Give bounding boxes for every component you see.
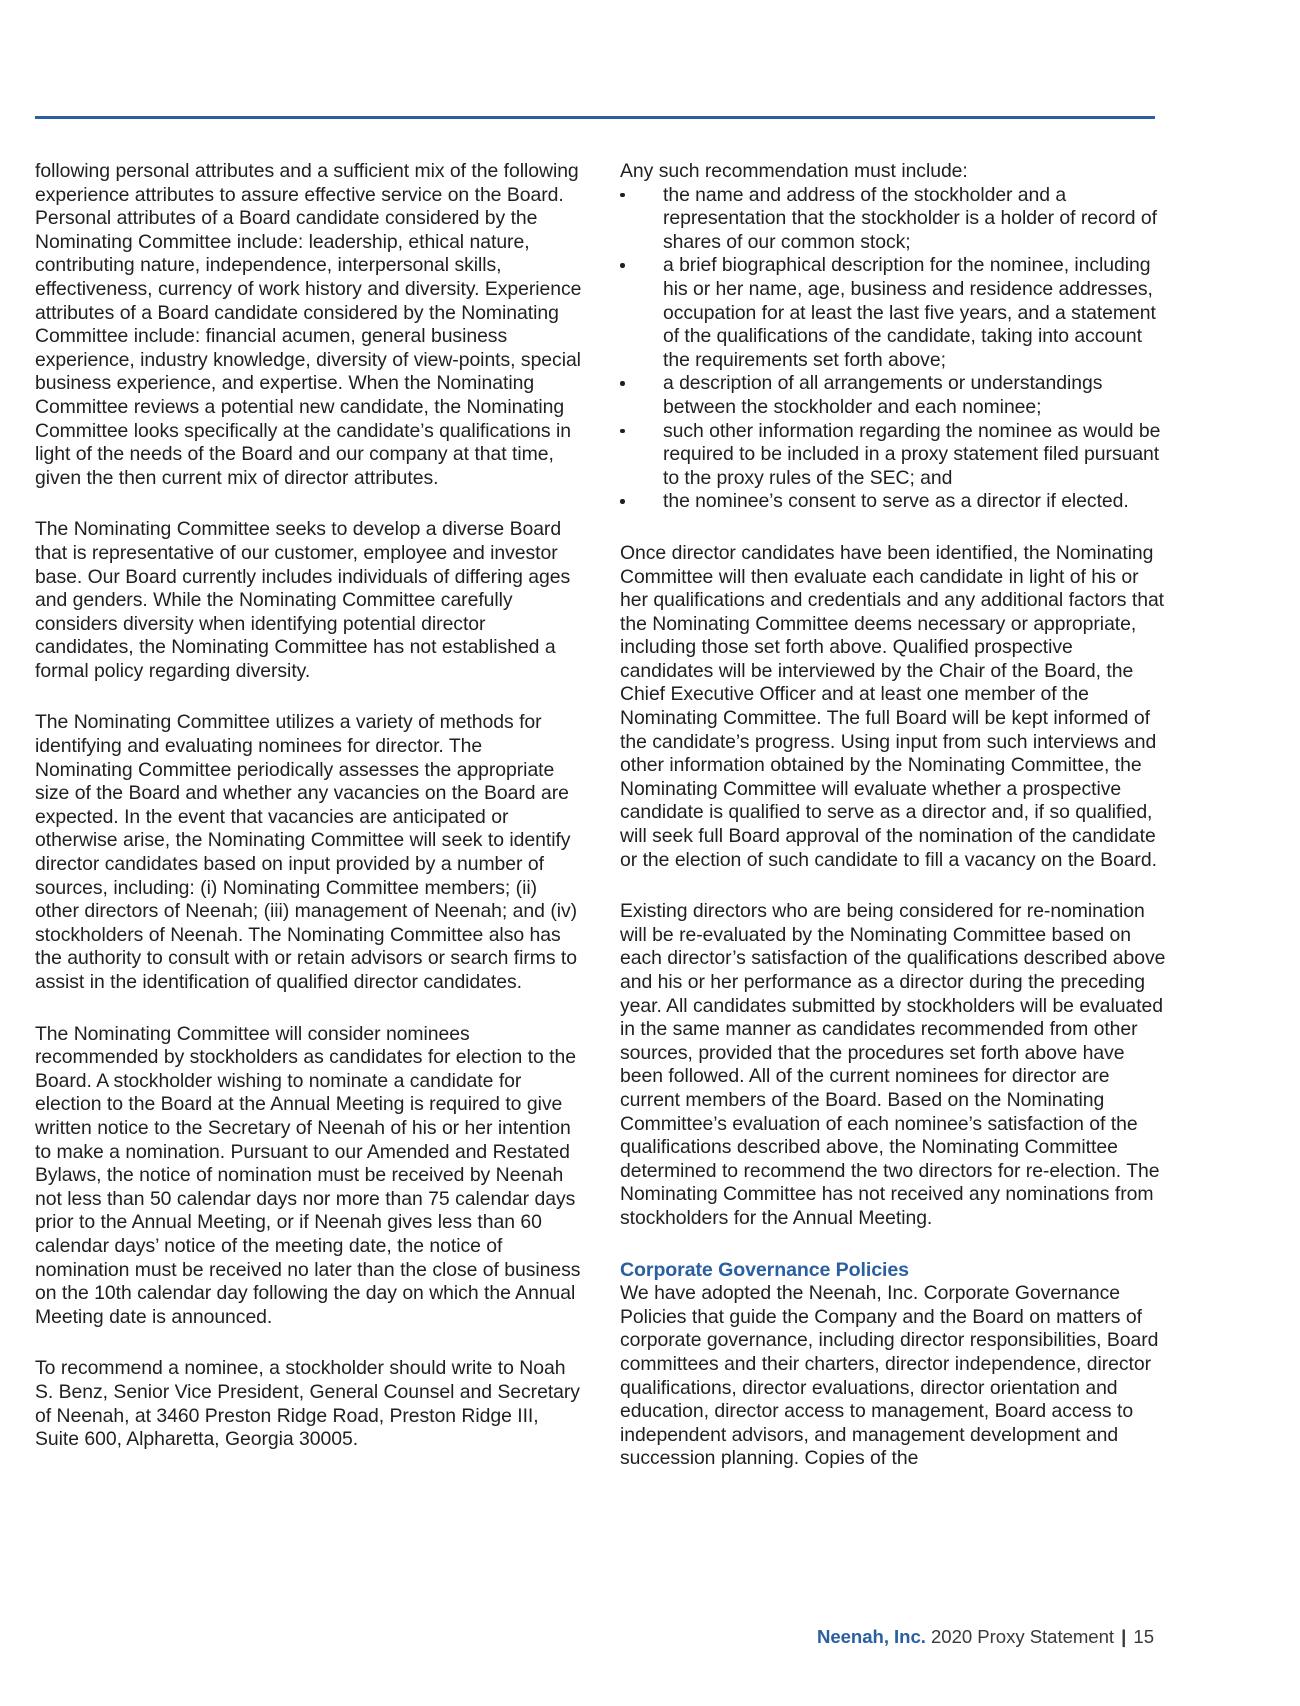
list-item [620, 420, 1168, 491]
footer-page-number: 15 [1133, 1626, 1154, 1647]
list-item-text: the nominee’s consent to serve as a director if elected. [663, 490, 1129, 513]
paragraph: To recommend a nominee, a stockholder should write to Noah S. Benz, Senior Vice President, General Counsel and Secretary of Neenah, at 3460 Preston Ridge Road, Preston Ridge III, Suite 600, Alpharetta, Georgia 30005. [35, 1357, 580, 1451]
footer-statement: 2020 Proxy Statement [931, 1626, 1114, 1647]
list-item [620, 372, 1168, 419]
right-column [620, 160, 1168, 1471]
bullet-icon [620, 429, 625, 434]
paragraph: The Nominating Committee utilizes a variety of methods for identifying and evaluating nominees for director. The Nominating Committee periodically assesses the appropriate size of the Board and whether any vacancies on the Board are expected. In the event that vacancies are anticipated or otherwise arise, the Nominating Committee will seek to identify director candidates based on input provided by a number of sources, including: (i) Nominating Committee members; (ii) other directors of Neenah; (iii) management of Neenah; and (iv) stockholders of Neenah. The Nominating Committee also has the authority to consult with or retain advisors or search firms to assist in the identification of qualified director candidates. [35, 711, 578, 993]
footer-divider: | [1121, 1626, 1127, 1647]
bullet-icon [620, 263, 625, 268]
list-item [620, 490, 1168, 514]
bullet-icon [620, 499, 625, 504]
left-column [35, 160, 583, 1452]
paragraph: Existing directors who are being considered for re-nomination will be re-evaluated by the Nominating Committee based on each director’s satisfaction of the qualifications described above and his or her performance as a director during the preceding year. All candidates submitted by stockholders will be evaluated in the same manner as candidates recommended from other sources, provided that the procedures set forth above have been followed. All of the current nominees for director are current members of the Board. Based on the Nominating Committee’s evaluation of each nominee’s satisfaction of the qualifications described above, the Nominating Committee determined to recommend the two directors for re-election. The Nominating Committee has not received any nominations from stockholders for the Annual Meeting. [620, 900, 1166, 1229]
paragraph: The Nominating Committee will consider nominees recommended by stockholders as candidates for election to the Board. A stockholder wishing to nominate a candidate for election to the Board at the Annual Meeting is required to give written notice to the Secretary of Neenah of his or her intention to make a nomination. Pursuant to our Amended and Restated Bylaws, the notice of nomination must be received by Neenah not less than 50 calendar days nor more than 75 calendar days prior to the Annual Meeting, or if Neenah gives less than 60 calendar days’ notice of the meeting date, the notice of nomination must be received no later than the close of business on the 10th calendar day following the day on which the Annual Meeting date is announced. [35, 1022, 581, 1328]
footer-brand: Neenah, Inc. [816, 1626, 926, 1647]
two-column-body [35, 160, 1168, 1471]
list-item [620, 254, 1168, 372]
list-item-text: a description of all arrangements or understandings between the stockholder and each nominee; [663, 372, 1103, 418]
recommendation-requirements-list [620, 184, 1168, 514]
list-item [620, 184, 1168, 255]
paragraph: following personal attributes and a sufficient mix of the following experience attributes to assure effective service on the Board. Personal attributes of a Board candidate considered by the Nominating Committee include: leadership, ethical nature, contributing nature, independence, interpersonal skills, effectiveness, currency of work history and diversity. Experience attributes of a Board candidate considered by the Nominating Committee include: financial acumen, general business experience, industry knowledge, diversity of view-points, special business experience, and expertise. When the Nominating Committee reviews a potential new candidate, the Nominating Committee looks specifically at the candidate’s qualifications in light of the needs of the Board and our company at that time, given the then current mix of director attributes. [35, 160, 582, 489]
paragraph: The Nominating Committee seeks to develop a diverse Board that is representative of our customer, employee and investor base. Our Board currently includes individuals of differing ages and genders. While the Nominating Committee carefully considers diversity when identifying potential director candidates, the Nominating Committee has not established a formal policy regarding diversity. [35, 518, 571, 682]
bullet-icon [620, 193, 625, 198]
list-item-text: a brief biographical description for the nominee, including his or her name, age, business and residence addresses, occupation for at least the last five years, and a statement of the qualifications of the candidate, taking into account the requirements set forth above; [663, 254, 1156, 371]
list-item-text: such other information regarding the nominee as would be required to be included in a proxy statement filed pursuant to the proxy rules of the SEC; and [663, 419, 1161, 489]
bullet-icon [620, 381, 625, 386]
paragraph: Once director candidates have been identified, the Nominating Committee will then evaluate each candidate in light of his or her qualifications and credentials and any additional factors that the Nominating Committee deems necessary or appropriate, including those set forth above. Qualified prospective candidates will be interviewed by the Chair of the Board, the Chief Executive Officer and at least one member of the Nominating Committee. The full Board will be kept informed of the candidate’s progress. Using input from such interviews and other information obtained by the Nominating Committee, the Nominating Committee will evaluate whether a prospective candidate is qualified to serve as a director and, if so qualified, will seek full Board approval of the nomination of the candidate or the election of such candidate to fill a vacancy on the Board. [620, 541, 1165, 871]
section-heading-corporate-governance-policies: Corporate Governance Policies [620, 1258, 909, 1281]
header-rule [35, 116, 1155, 119]
paragraph: We have adopted the Neenah, Inc. Corporate Governance Policies that guide the Company and the Board on matters of corporate governance, including director responsibilities, Board committees and their charters, director independence, director qualifications, director evaluations, director orientation and education, director access to management, Board access to independent advisors, and management development and succession planning. Copies of the [620, 1282, 1159, 1470]
list-item-text: the name and address of the stockholder and a representation that the stockholder is a holder of record of shares of our common stock; [663, 183, 1157, 253]
page-footer [817, 1626, 1154, 1648]
recommendation-intro: Any such recommendation must include: [620, 160, 968, 182]
